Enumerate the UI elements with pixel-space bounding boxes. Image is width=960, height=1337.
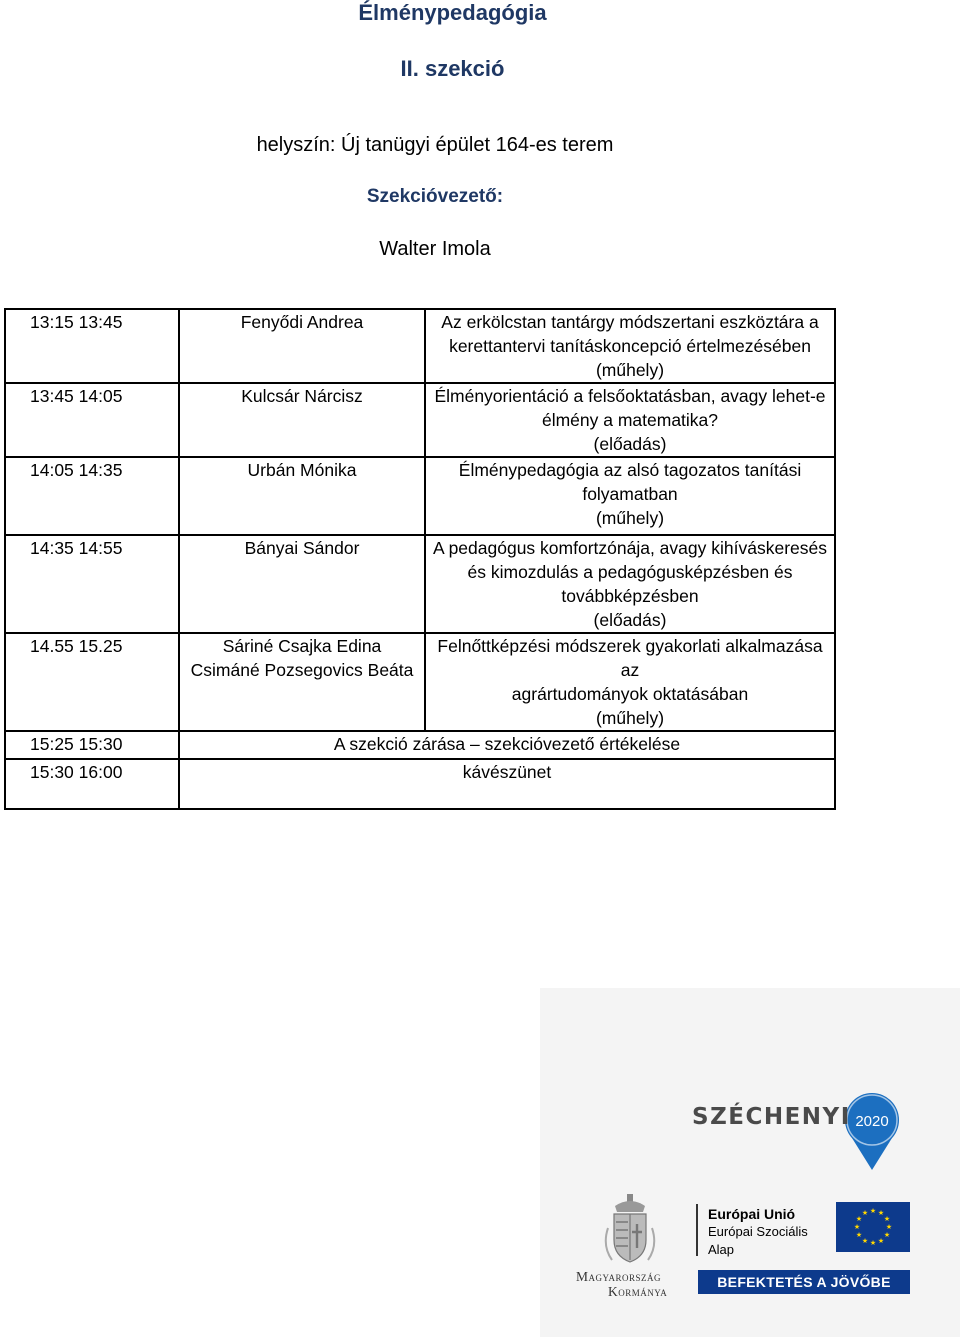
session-speaker <box>179 633 425 731</box>
svg-text:★: ★ <box>861 1237 869 1245</box>
topic-line: továbbképzésben <box>561 586 699 606</box>
eu-flag-icon <box>836 1202 910 1252</box>
topic-line: Felnőttképzési módszerek gyakorlati alkalmazása az <box>437 636 823 680</box>
session-topic <box>425 457 835 535</box>
svg-text:★: ★ <box>855 1215 863 1223</box>
eu-label-line3: Alap <box>708 1242 735 1257</box>
table-row <box>5 309 835 383</box>
pin-year: 2020 <box>855 1113 889 1130</box>
table-row <box>5 759 835 809</box>
svg-text:★: ★ <box>853 1223 861 1231</box>
session-closing: A szekció zárása – szekcióvezető értékelése <box>179 731 835 759</box>
session-format: (műhely) <box>595 508 665 528</box>
eu-label-line1: Európai Unió <box>708 1206 796 1222</box>
svg-text:★: ★ <box>877 1209 885 1217</box>
speaker-name: Sáriné Csajka Edina <box>222 636 382 656</box>
session-time: 15:30 16:00 <box>5 759 179 809</box>
table-row <box>5 457 835 535</box>
table-row <box>5 535 835 633</box>
eu-label-line2: Európai Szociális <box>708 1224 808 1239</box>
speaker-name: Urbán Mónika <box>247 460 357 480</box>
svg-text:★: ★ <box>885 1223 893 1231</box>
session-time: 13:15 13:45 <box>5 309 179 383</box>
svg-text:★: ★ <box>869 1207 877 1215</box>
speaker-name: Bányai Sándor <box>244 538 360 558</box>
session-time: 14:05 14:35 <box>5 457 179 535</box>
venue-line: helyszín: Új tanügyi épület 164-es terem <box>256 134 614 156</box>
topic-line: Élményorientáció a felsőoktatásban, avagy lehet-e <box>434 386 826 406</box>
svg-text:★: ★ <box>883 1215 891 1223</box>
document-title: Élménypedagógia <box>358 0 547 25</box>
session-topic <box>425 535 835 633</box>
session-time: 14.55 15.25 <box>5 633 179 731</box>
session-topic <box>425 383 835 457</box>
table-row <box>5 633 835 731</box>
session-format: (műhely) <box>595 360 665 380</box>
topic-line: kerettantervi tanításkoncepció értelmezésében <box>449 336 811 356</box>
investment-banner: BEFEKTETÉS A JÖVŐBE <box>698 1270 910 1294</box>
svg-text:★: ★ <box>861 1209 869 1217</box>
svg-text:★: ★ <box>869 1239 877 1247</box>
speaker-name: Kulcsár Nárcisz <box>241 386 363 406</box>
svg-text:★: ★ <box>877 1237 885 1245</box>
session-format: (előadás) <box>593 610 667 630</box>
government-label-line2: Kormánya <box>608 1284 668 1299</box>
session-topic <box>425 633 835 731</box>
session-speaker <box>179 309 425 383</box>
topic-line: élmény a matematika? <box>541 410 719 430</box>
coffee-break: kávészünet <box>179 759 835 809</box>
schedule-table <box>4 308 836 810</box>
session-speaker <box>179 457 425 535</box>
table-row <box>5 731 835 759</box>
session-format: (előadás) <box>593 434 667 454</box>
svg-text:★: ★ <box>883 1231 891 1239</box>
topic-line: és kimozdulás a pedagógusképzésben és <box>467 562 793 582</box>
session-format: (műhely) <box>595 708 665 728</box>
government-label-line1: Magyarország <box>576 1269 662 1284</box>
topic-line: folyamatban <box>582 484 678 504</box>
section-title: II. szekció <box>400 56 505 81</box>
session-time: 13:45 14:05 <box>5 383 179 457</box>
topic-line: Az erkölcstan tantárgy módszertani eszköztára a <box>441 312 819 332</box>
session-speaker <box>179 535 425 633</box>
table-row <box>5 383 835 457</box>
session-topic <box>425 309 835 383</box>
session-time: 14:35 14:55 <box>5 535 179 633</box>
topic-line: Élménypedagógia az alsó tagozatos tanítási <box>458 460 802 480</box>
topic-line: A pedagógus komfortzónája, avagy kihíváskeresés <box>433 538 827 558</box>
section-leader-label: Szekcióvezető: <box>366 186 504 207</box>
speaker-name: Csimáné Pozsegovics Beáta <box>190 660 414 680</box>
eu-divider <box>696 1204 698 1256</box>
section-leader-name: Walter Imola <box>379 238 491 260</box>
session-speaker <box>179 383 425 457</box>
szechenyi-wordmark: SZÉCHENYI <box>692 1104 851 1130</box>
topic-line: agrártudományok oktatásában <box>511 684 749 704</box>
speaker-name: Fenyődi Andrea <box>240 312 364 332</box>
svg-text:★: ★ <box>855 1231 863 1239</box>
funding-logo-block <box>540 988 960 1337</box>
session-time: 15:25 15:30 <box>5 731 179 759</box>
